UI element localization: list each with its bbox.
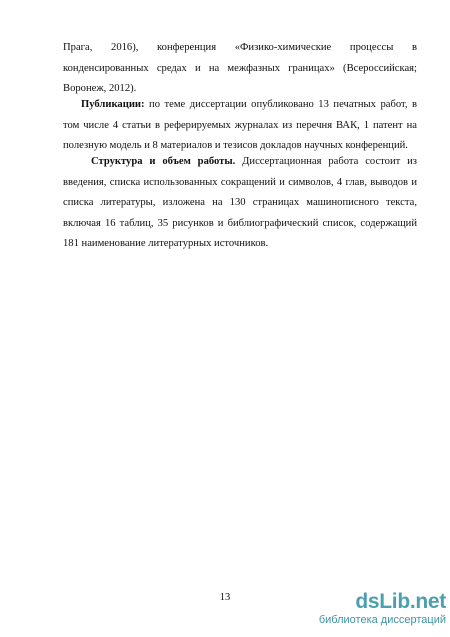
watermark-tagline: библиотека диссертаций <box>318 614 446 626</box>
watermark-logo: dsLib.net <box>355 590 446 613</box>
publications-body: по теме диссертации опубликовано 13 печатных работ, в том числе 4 статьи в реферируемых журналах из перечня ВАК, 1 патент на полезную модель и 8 материалов и тезисов докладов научных конференций. <box>63 99 417 152</box>
structure-body: Диссертационная работа состоит из введения, списка использованных сокращений и символов, 4 глав, выводов и списка литературы, изложена на 130 страницах машинописного текста, включая 16 таблиц, 35 рисунков и библиографический список, содержащий 181 наименование литературных источников. <box>63 156 417 250</box>
paragraph-publications-text <box>63 95 417 157</box>
paragraph-publications <box>63 95 417 157</box>
dslib-watermark <box>308 590 448 634</box>
structure-heading: Структура и объем работы. <box>91 156 236 167</box>
publications-heading: Публикации: <box>81 99 145 110</box>
paragraph-structure-text <box>63 152 417 255</box>
page-number: 13 <box>219 592 231 603</box>
paragraph-structure <box>63 152 417 255</box>
paragraph-conferences <box>63 38 417 100</box>
paragraph-conferences-text: Прага, 2016), конференция «Физико-химические процессы в конденсированных средах и на межфазных границах» (Всероссийская; Воронеж, 2012). <box>63 42 417 95</box>
